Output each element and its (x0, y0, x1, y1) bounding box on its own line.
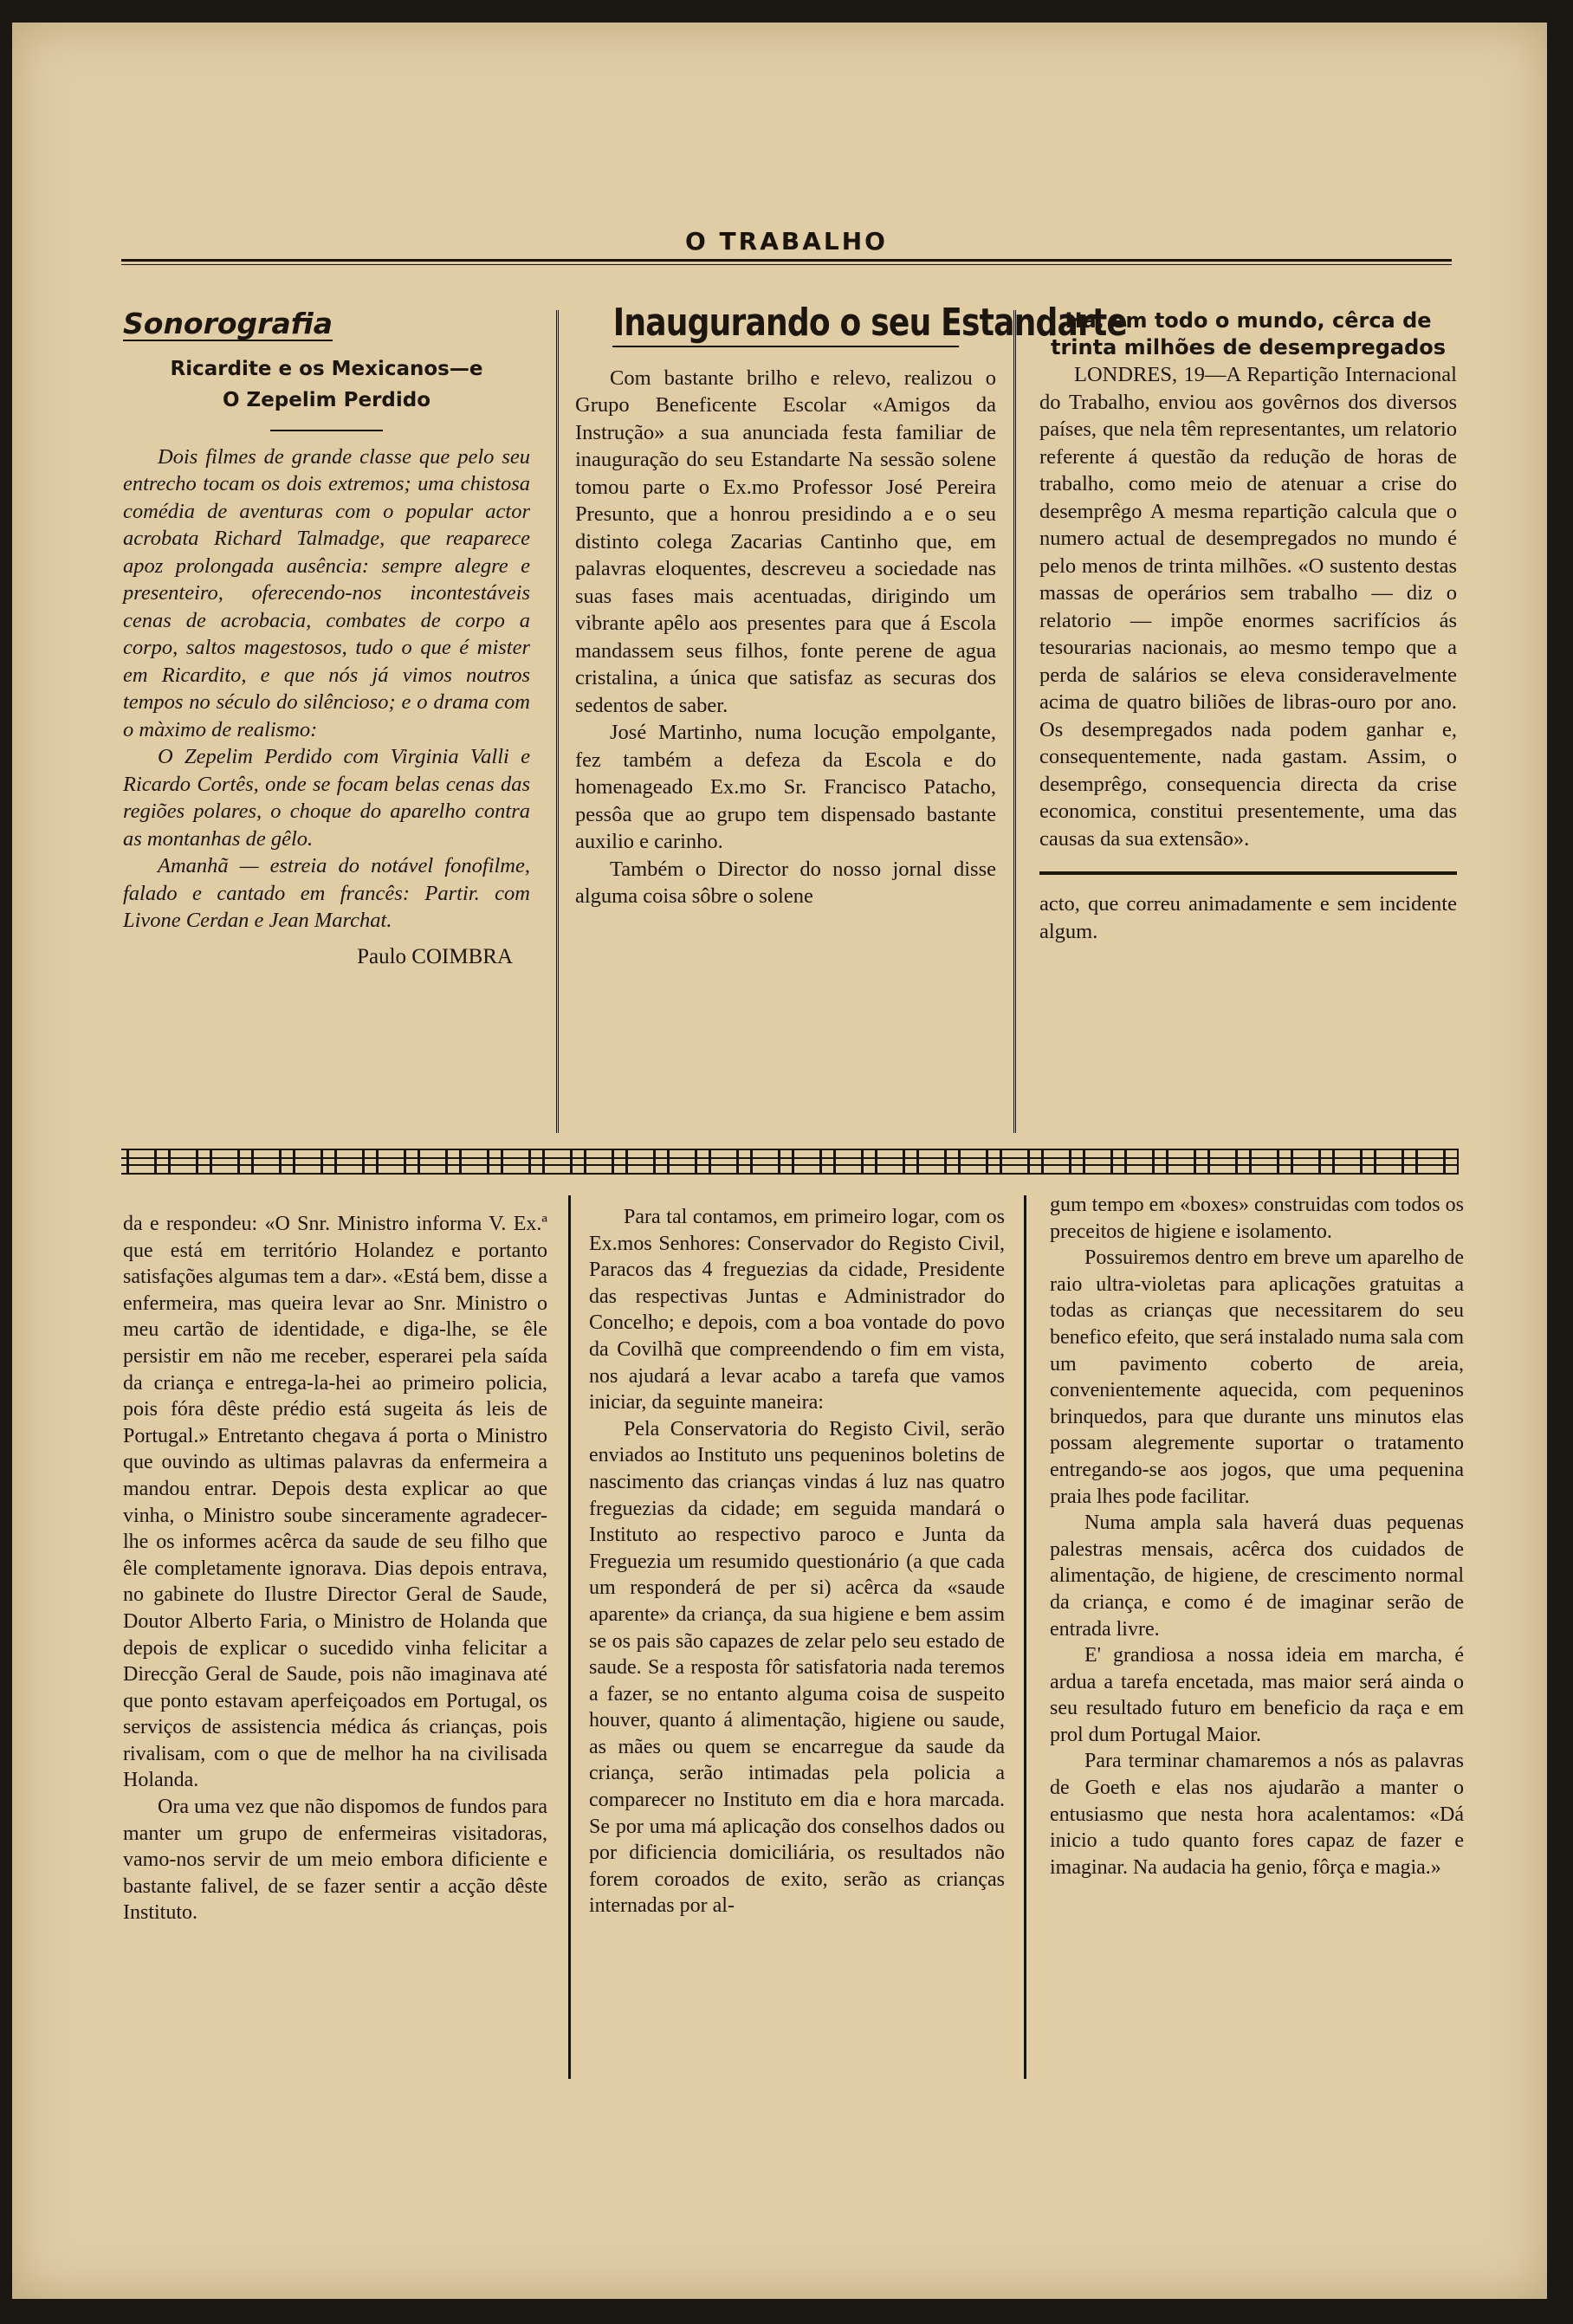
sonorografia-column (123, 307, 530, 970)
masthead-rule (121, 259, 1452, 262)
column-divider (1024, 1195, 1026, 2079)
bottom-column-3 (1050, 1192, 1464, 1881)
sonorografia-paragraph: Amanhã — estreia do notável fonofilme, falado e cantado em francês: Partir. com Livone Cerdan e Jean Marchat. (123, 854, 530, 932)
sonorografia-paragraph: O Zepelim Perdido com Virginia Valli e Ricardo Cortês, onde se focam belas cenas das regiões polares, o choque do aparelho contra as montanhas de gêlo. (123, 745, 530, 851)
bottom-paragraph: Pela Conservatoria do Registo Civil, serão enviados ao Instituto uns pequeninos boletins de nascimento das crianças vindas á luz nas quatro freguezias da cidade; em seguida mandará o Instituto ao respectivo paroco e Junta da Freguezia um resumido questionário (a que cada um responderá de per si) acêrca da «saude aparente» da criança, da sua higiene e bem assim se os pais são capazes de zelar pelo seu estado de saude. Se a resposta fôr satisfatoria nada teremos a fazer, se no entanto alguma coisa de suspeito houver, quanto á alimentação, higiene ou saude, as mães ou quem se encarregue da saude da criança, serão intimadas pela policia a comparecer no Instituto em dia e hora marcada. Se por uma má aplicação dos conselhos dados ou por dificiencia domiciliária, os resultados não forem coroados de exito, serão as crianças internadas por al- (589, 1417, 1005, 1918)
bottom-paragraph: Para tal contamos, em primeiro logar, com os Ex.mos Senhores: Conservador do Registo Civil, Paracos das 4 freguezias da cidade, Presidente das respectivas Juntas e Administrador do Concelho; e depois, com a boa vontade do povo da Covilhã que compreendendo o fim em vista, nos ajudará a levar acabo a tarefa que vamos iniciar, da seguinte maneira: (589, 1206, 1005, 1414)
bottom-paragraph: Ora uma vez que não dispomos de fundos para manter um grupo de enfermeiras visitadoras, vamo-nos servir de um meio embora dificiente e bastante falivel, de se fazer sentir a acção dêste Instituto. (123, 1796, 547, 1925)
bottom-column-1 (123, 1211, 547, 1926)
estandarte-paragraph: Também o Director do nosso jornal disse alguma coisa sôbre o solene (575, 857, 996, 908)
masthead-title: O TRABALHO (685, 227, 888, 256)
sonorografia-body (123, 443, 530, 935)
estandarte-heading: Inaugurando o seu Estandarte (612, 301, 1128, 345)
masthead-rule-thin (121, 264, 1452, 265)
desempregados-continuation: acto, que correu animadamente e sem incidente algum. (1039, 892, 1457, 943)
desempregados-heading (1039, 307, 1457, 361)
sonorografia-heading: Sonorografia (123, 307, 333, 340)
bottom-paragraph: gum tempo em «boxes» construidas com todos os preceitos de higiene e isolamento. (1050, 1194, 1464, 1243)
column-divider (568, 1195, 571, 2079)
column-divider (556, 310, 562, 1133)
sonorografia-subtitle (123, 353, 530, 416)
bottom-column-2 (589, 1204, 1005, 1919)
sonorografia-signature: Paulo COIMBRA (357, 944, 513, 968)
desempregados-paragraph: LONDRES, 19—A Repartição Internacional do Trabalho, enviou aos govêrnos dos diversos países, que nela têm representantes, um relatorio referente á questão da redução de horas de trabalho, como meio de atenuar a crise do desemprêgo A mesma repartição calcula que o numero actual de desempregados no mundo é pelo menos de trinta milhões. «O sustento destas massas de operários sem trabalho — diz o relatorio — impõe enormes sacrifícios ás tesourarias nacionais, ao mesmo tempo que a perda de salários se eleva consideravelmente acima de quatro biliões de libras-ouro por ano. Os desempregados nada podem ganhar e, consequentemente, nada gastam. Assim, o desemprêgo, consequencia directa da crise economica, constitui presentemente, uma das causas da sua extensão». (1039, 363, 1457, 851)
masthead (121, 227, 1452, 265)
chain-divider (121, 1149, 1459, 1175)
bottom-paragraph: Possuiremos dentro em breve um aparelho de raio ultra-violetas para aplicações gratuitas a todas as crianças que necessitarem do seu benefico efeito, que será instalado numa sala com um pavimento coberto de areia, convenientemente aquecida, com pequeninos brinquedos, para que durante uns minutos elas possam alegremente suportar o tratamento entregando-se aos jogos, que uma pequenina praia lhes pode facilitar. (1050, 1246, 1464, 1508)
bottom-paragraph: E' grandiosa a nossa ideia em marcha, é ardua a tarefa encetada, mas maior será ainda o seu resultado futuro em beneficio da raça e em prol dum Portugal Maior. (1050, 1644, 1464, 1746)
bottom-paragraph: Para terminar chamaremos a nós as palavras de Goeth e elas nos ajudarão a manter o entusiasmo que nesta hora acalentamos: «Dá inicio a tudo quanto fores capaz de fazer e imaginar. Na audacia ha genio, fôrça e magia.» (1050, 1750, 1464, 1879)
estandarte-column (575, 301, 1128, 910)
sonorografia-paragraph: Dois filmes de grande classe que pelo seu entrecho tocam os dois extremos; uma chistosa comédia de aventuras com o popular actor acrobata Richard Talmadge, que reaparece apoz prolongada ausência: sempre alegre e presenteiro, oferecendo-nos incontestáveis cenas de acrobacia, combates de corpo a corpo, saltos magestosos, tudo o que é mister em Ricardito, e que nós já vimos noutros tempos no século do silêncioso; e o drama com o màximo de realismo: (123, 444, 530, 741)
sonorografia-subtitle-line-2: O Zepelim Perdido (222, 388, 431, 411)
column-divider (1013, 310, 1020, 1133)
sonorografia-rule (270, 430, 383, 431)
desempregados-rule (1039, 871, 1457, 875)
bottom-paragraph: Numa ampla sala haverá duas pequenas palestras mensais, acêrca dos cuidados de alimentação, de higiene, de crescimento normal da criança, e como é de imaginar serão de entrada livre. (1050, 1512, 1464, 1641)
sonorografia-subtitle-line-1: Ricardite e os Mexicanos—e (170, 357, 483, 380)
bottom-paragraph: da e respondeu: «O Snr. Ministro informa V. Ex.ª que está em território Holandez e portanto satisfações algumas tem a dar». «Está bem, disse a enfermeira, mas queira levar ao Snr. Ministro o meu cartão de identidade, e diga-lhe, se êle persistir em não me receber, esperarei pela saída da criança e entrega-la-hei ao primeiro policia, pois fóra dêste prédio está sugeita ás leis de Portugal.» Entretanto chegava á porta o Ministro que ouvindo as ultimas palavras da enfermeira a mandou entrar. Depois desta explicar ao que vinha, o Ministro soube sinceramente agradecer-lhe os informes acêrca da saude de seu filho que êle completamente ignorava. Dias depois entrava, no gabinete do Ilustre Director Geral de Saude, Doutor Alberto Faria, o Ministro de Holanda que depois de explicar o sucedido vinha felicitar a Direcção Geral de Saude, pois não imaginava até que ponto estavam aperfeiçoados em Portugal, os serviços de assistencia médica ás crianças, pois rivalisam, com o que de melhor ha na civilisada Holanda. (123, 1213, 547, 1792)
desempregados-heading-line-1: Ha, em todo o mundo, cêrca de (1065, 308, 1432, 333)
estandarte-paragraph: José Martinho, numa locução empolgante, fez também a defeza da Escola e do homenageado Ex.mo Sr. Francisco Patacho, pessôa que ao grupo tem dispensado bastante auxilio e carinho. (575, 721, 996, 853)
estandarte-paragraph: Com bastante brilho e relevo, realizou o Grupo Beneficente Escolar «Amigos da Instrução» a sua anunciada festa familiar de inauguração do seu Estandarte Na sessão solene tomou parte o Ex.mo Professor José Pereira Presunto, que a honrou presidindo a e o seu distinto colega Zacarias Cantinho que, em palavras eloquentes, descreveu a sociedade nas suas fases mais acentuadas, dirigindo um vibrante apêlo aos presentes para que á Escola mandassem seus filhos, fonte perene de agua cristalina, a única que satisfaz as securas dos sedentos de saber. (575, 366, 996, 717)
desempregados-column (1039, 307, 1457, 945)
estandarte-rule (612, 346, 959, 347)
desempregados-heading-line-2: trinta milhões de desempregados (1050, 335, 1447, 359)
